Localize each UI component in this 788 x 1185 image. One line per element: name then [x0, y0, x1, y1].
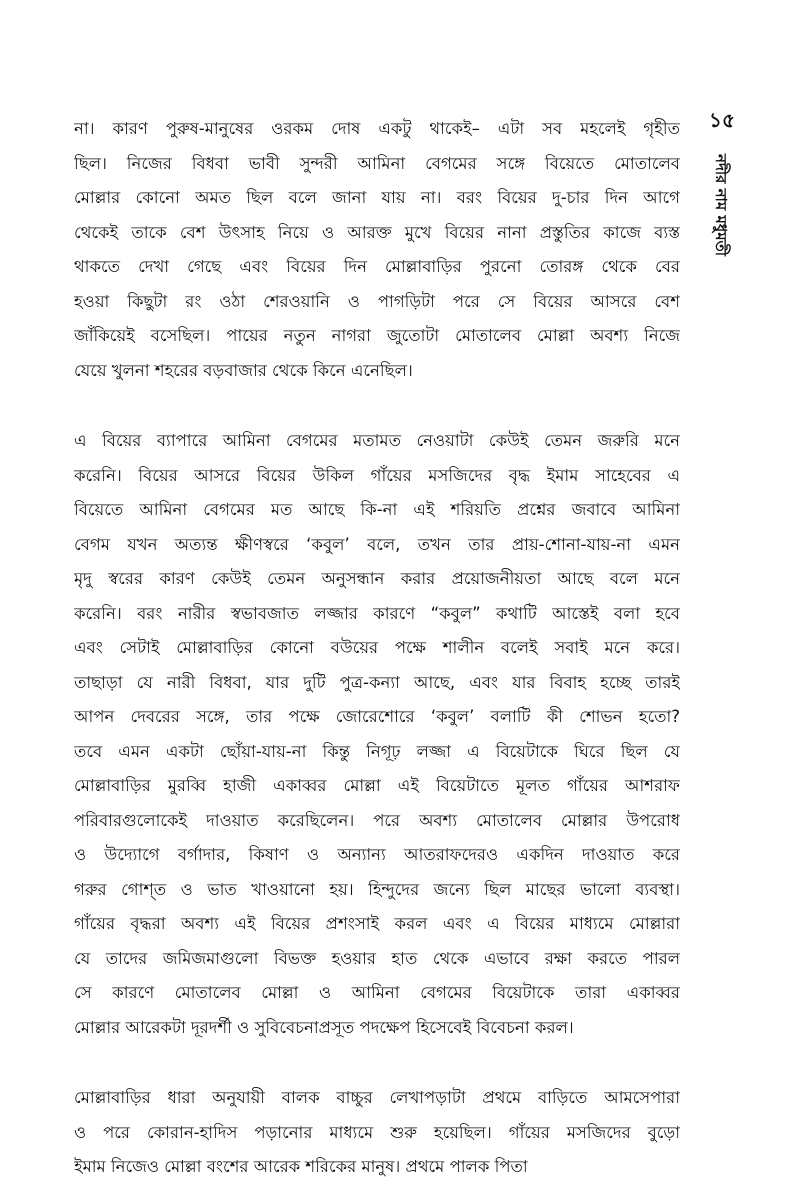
text-line: জাঁকিয়েই বসেছিল। পায়ের নতুন নাগরা জুতোটা মোতালেব মোল্লা অবশ্য নিজে [74, 326, 680, 345]
text-line: বিয়েতে আমিনা বেগমের মত আছে কি-না এই শরিয়তি প্রশ্নের জবাবে আমিনা [74, 500, 680, 519]
text-line: মোল্লার কোনো অমত ছিল বলে জানা যায় না। বরং বিয়ের দু-চার দিন আগে [74, 188, 680, 207]
paragraph-3 [74, 1081, 680, 1185]
text-line: গরুর গোশ্‌ত ও ভাত খাওয়ানো হয়। হিন্দুদের জন্যে ছিল মাছের ভালো ব্যবস্থা। [74, 879, 680, 899]
body-text [74, 112, 680, 1185]
text-line: না। কারণ পুরুষ-মানুষের ওরকম দোষ একটু থাকেই– এটা সব মহলেই গৃহীত [74, 119, 680, 138]
paragraph-1 [74, 112, 680, 388]
text-line: তাছাড়া যে নারী বিধবা, যার দুটি পুত্র-কন্যা আছে, এবং যার বিবাহ হচ্ছে তারই [74, 672, 680, 692]
running-head: নদীর নাম মধুমতী [712, 153, 730, 257]
text-line: করেনি। বরং নারীর স্বভাবজাত লজ্জার কারণে “কবুল” কথাটি আস্তেই বলা হবে [74, 603, 680, 623]
text-line: ছিল। নিজের বিধবা ভাবী সুন্দরী আমিনা বেগমের সঙ্গে বিয়েতে মোতালেব [74, 153, 680, 173]
text-line: এ বিয়ের ব্যাপারে আমিনা বেগমের মতামত নেওয়াটা কেউই তেমন জরুরি মনে [74, 431, 680, 450]
text-line: পরিবারগুলোকেই দাওয়াত করেছিলেন। পরে অবশ্য মোতালেব মোল্লার উপরোধ [74, 810, 680, 830]
text-line: থেকেই তাকে বেশ উৎসাহ নিয়ে ও আরক্ত মুখে বিয়ের নানা প্রস্তুতির কাজে ব্যস্ত [74, 222, 680, 242]
page-number: ১৫ [709, 108, 735, 132]
text-line: তবে এমন একটা ছোঁয়া-যায়-না কিন্তু নিগূঢ় লজ্জা এ বিয়েটাকে ঘিরে ছিল যে [74, 741, 680, 761]
text-line: ও উদ্যোগে বর্গাদার, কিষাণ ও অন্যান্য আতরাফদেরও একদিন দাওয়াত করে [74, 845, 680, 864]
text-line: মৃদু স্বরের কারণ কেউই তেমন অনুসন্ধান করার প্রয়োজনীয়তা আছে বলে মনে [74, 569, 680, 588]
text-line: হওয়া কিছুটা রং ওঠা শেরওয়ানি ও পাগড়িটা পরে সে বিয়ের আসরে বেশ [74, 291, 680, 311]
text-line: যে তাদের জমিজমাগুলো বিভক্ত হওয়ার হাত থেকে এভাবে রক্ষা করতে পারল [74, 948, 680, 968]
text-line: থাকতে দেখা গেছে এবং বিয়ের দিন মোল্লাবাড়ির পুরনো তোরঙ্গ থেকে বের [74, 257, 680, 276]
text-line: গাঁয়ের বৃদ্ধরা অবশ্য এই বিয়ের প্রশংসাই করল এবং এ বিয়ের মাধ্যমে মোল্লারা [74, 914, 680, 933]
text-line: মোল্লাবাড়ির ধারা অনুযায়ী বালক বাচ্চুর লেখাপড়াটা প্রথমে বাড়িতে আমসেপারা [74, 1088, 680, 1107]
paragraph-2 [74, 424, 680, 1045]
text-line: ও পরে কোরান-হাদিস পড়ানোর মাধ্যমে শুরু হয়েছিল। গাঁয়ের মসজিদের বুড়ো [74, 1122, 680, 1142]
text-line: ইমাম নিজেও মোল্লা বংশের আরেক শরিকের মানুষ। প্রথমে পালক পিতা [74, 1157, 528, 1176]
text-line: আপন দেবরের সঙ্গে, তার পক্ষে জোরেশোরে ‘কবুল’ বলাটি কী শোভন হতো? [74, 707, 680, 726]
text-line: বেগম যখন অত্যন্ত ক্ষীণস্বরে ‘কবুল’ বলে, তখন তার প্রায়-শোনা-যায়-না এমন [74, 534, 680, 554]
text-line: যেয়ে খুলনা শহরের বড়বাজার থেকে কিনে এনেছিল। [74, 360, 413, 380]
text-line: এবং সেটাই মোল্লাবাড়ির কোনো বউয়ের পক্ষে শালীন বলেই সবাই মনে করে। [74, 638, 680, 657]
text-line: মোল্লাবাড়ির মুরব্বি হাজী একাব্বর মোল্লা এই বিয়েটাতে মূলত গাঁয়ের আশরাফ [74, 776, 680, 795]
text-line: মোল্লার আরেকটা দূরদর্শী ও সুবিবেচনাপ্রসূত পদক্ষেপ হিসেবেই বিবেচনা করল। [74, 1017, 574, 1037]
text-line: করেনি। বিয়ের আসরে বিয়ের উকিল গাঁয়ের মসজিদের বৃদ্ধ ইমাম সাহেবের এ [74, 465, 680, 485]
text-line: সে কারণে মোতালেব মোল্লা ও আমিনা বেগমের বিয়েটাকে তারা একাব্বর [74, 983, 680, 1002]
